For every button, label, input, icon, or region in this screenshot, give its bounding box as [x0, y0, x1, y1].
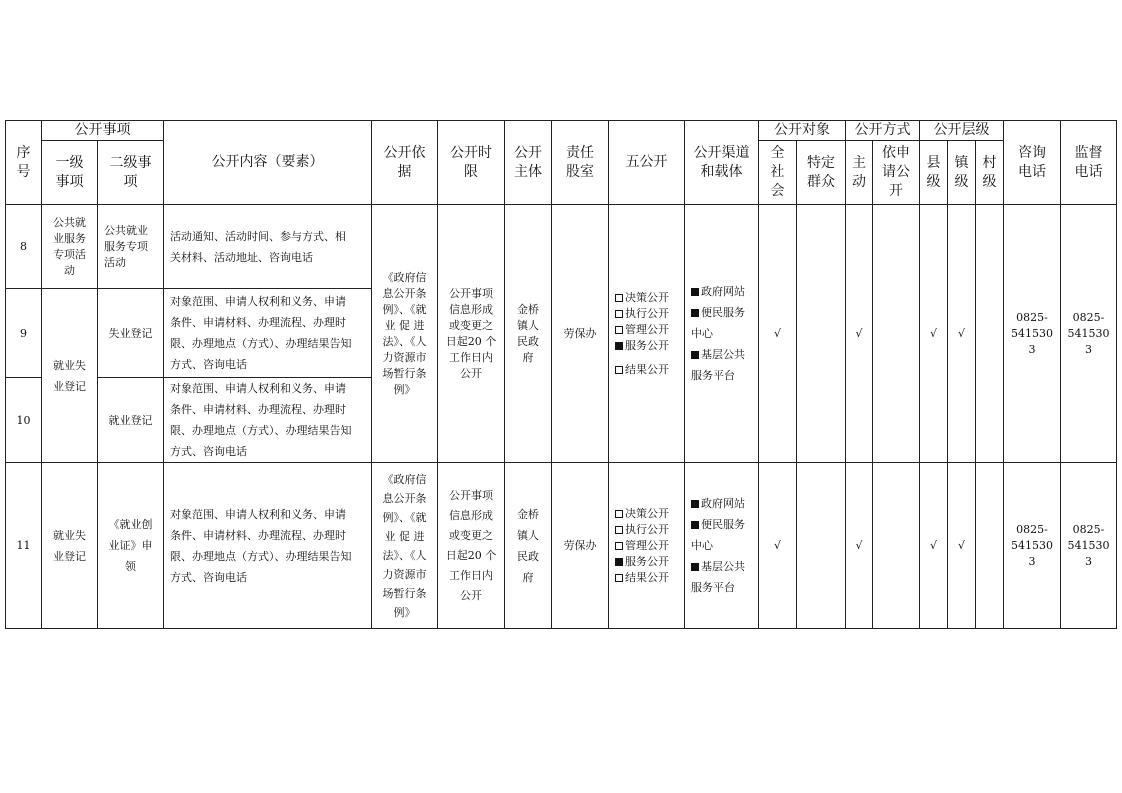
- row-level-county: √: [920, 463, 948, 629]
- row-level1: 公共就 业服务 专项活 动: [42, 205, 98, 289]
- row-method-apply: [873, 463, 920, 629]
- table-row: [6, 463, 1117, 629]
- row-subject: 金桥 镇人 民政 府: [505, 463, 552, 629]
- checkbox-checked-icon: [691, 500, 699, 508]
- header-method-active: 主 动: [846, 141, 873, 205]
- row-consult-phone: 0825- 541530 3: [1004, 463, 1061, 629]
- row-five-public: 决策公开 执行公开 管理公开 服务公开 结果公开: [609, 463, 685, 629]
- row-level-village: [976, 463, 1004, 629]
- row-five-public: 决策公开 执行公开 管理公开 服务公开 结果公开: [609, 205, 685, 463]
- checkbox-icon: [615, 574, 623, 582]
- row-subject: 金桥 镇人 民政 府: [505, 205, 552, 463]
- row-method-active: √: [846, 205, 873, 463]
- checkbox-checked-icon: [691, 309, 699, 317]
- row-basis: 《政府信 息公开条 例》、《就 业 促 进 法》、《人 力资源市 场暂行条 例》: [372, 205, 438, 463]
- table-row: [6, 205, 1117, 289]
- row-time-limit: 公开事项 信息形成 或变更之 日起20 个 工作日内 公开: [438, 205, 505, 463]
- row-consult-phone: 0825- 541530 3: [1004, 205, 1061, 463]
- row-content: 活动通知、活动时间、参与方式、相 关材料、活动地址、咨询电话: [164, 205, 372, 289]
- row-content: 对象范围、申请人权利和义务、申请 条件、申请材料、办理流程、办理时 限、办理地点（方式）、办理结果告知 方式、咨询电话: [164, 378, 372, 463]
- row-level-county: √: [920, 205, 948, 463]
- header-office: 责任 股室: [552, 121, 609, 205]
- header-five-public: 五公开: [609, 121, 685, 205]
- header-basis: 公开依 据: [372, 121, 438, 205]
- row-level1: 就业失 业登记: [42, 463, 98, 629]
- row-seq: 9: [6, 289, 42, 378]
- row-office: 劳保办: [552, 463, 609, 629]
- header-channel: 公开渠道 和载体: [685, 121, 759, 205]
- header-target-specific: 特定 群众: [797, 141, 846, 205]
- checkbox-icon: [615, 542, 623, 550]
- header-group-target: 公开对象: [759, 121, 846, 141]
- checkbox-icon: [615, 310, 623, 318]
- row-target-specific: [797, 205, 846, 463]
- row-seq: 11: [6, 463, 42, 629]
- row-level-village: [976, 205, 1004, 463]
- checkbox-checked-icon: [615, 558, 623, 566]
- header-level-town: 镇 级: [948, 141, 976, 205]
- row-time-limit: 公开事项 信息形成 或变更之 日起20 个 工作日内 公开: [438, 463, 505, 629]
- row-channel: 政府网站 便民服务 中心 基层公共 服务平台: [685, 205, 759, 463]
- row-seq: 10: [6, 378, 42, 463]
- row-target-all: √: [759, 463, 797, 629]
- header-target-all: 全 社 会: [759, 141, 797, 205]
- header-consult-phone: 咨询 电话: [1004, 121, 1061, 205]
- row-office: 劳保办: [552, 205, 609, 463]
- checkbox-checked-icon: [691, 563, 699, 571]
- header-level1: 一级 事项: [42, 141, 98, 205]
- header-level-village: 村 级: [976, 141, 1004, 205]
- header-seq: 序 号: [6, 121, 42, 205]
- row-seq: 8: [6, 205, 42, 289]
- row-level2: 就业登记: [98, 378, 164, 463]
- row-level-town: √: [948, 205, 976, 463]
- row-level2: 失业登记: [98, 289, 164, 378]
- checkbox-icon: [615, 366, 623, 374]
- header-level-county: 县 级: [920, 141, 948, 205]
- checkbox-icon: [615, 526, 623, 534]
- checkbox-icon: [615, 510, 623, 518]
- row-method-active: √: [846, 463, 873, 629]
- checkbox-checked-icon: [691, 288, 699, 296]
- header-group-method: 公开方式: [846, 121, 920, 141]
- header-subject: 公开 主体: [505, 121, 552, 205]
- row-target-specific: [797, 463, 846, 629]
- header-content: 公开内容（要素）: [164, 121, 372, 205]
- header-group-level: 公开层级: [920, 121, 1004, 141]
- disclosure-table: [5, 120, 1117, 629]
- checkbox-icon: [615, 326, 623, 334]
- checkbox-icon: [615, 294, 623, 302]
- row-supervise-phone: 0825- 541530 3: [1061, 205, 1117, 463]
- header-method-apply: 依申 请公 开: [873, 141, 920, 205]
- checkbox-checked-icon: [691, 351, 699, 359]
- row-content: 对象范围、申请人权利和义务、申请 条件、申请材料、办理流程、办理时 限、办理地点（方式）、办理结果告知 方式、咨询电话: [164, 463, 372, 629]
- row-level2: 公共就业 服务专项 活动: [98, 205, 164, 289]
- row-target-all: √: [759, 205, 797, 463]
- row-content: 对象范围、申请人权利和义务、申请 条件、申请材料、办理流程、办理时 限、办理地点（方式）、办理结果告知 方式、咨询电话: [164, 289, 372, 378]
- row-basis: 《政府信 息公开条 例》、《就 业 促 进 法》、《人 力资源市 场暂行条 例》: [372, 463, 438, 629]
- header-group-items: 公开事项: [42, 121, 164, 141]
- header-level2: 二级事 项: [98, 141, 164, 205]
- row-supervise-phone: 0825- 541530 3: [1061, 463, 1117, 629]
- row-level-town: √: [948, 463, 976, 629]
- header-time-limit: 公开时 限: [438, 121, 505, 205]
- row-channel: 政府网站 便民服务 中心 基层公共 服务平台: [685, 463, 759, 629]
- row-method-apply: [873, 205, 920, 463]
- header-supervise-phone: 监督 电话: [1061, 121, 1117, 205]
- checkbox-checked-icon: [691, 521, 699, 529]
- row-level1: 就业失 业登记: [42, 289, 98, 463]
- row-level2: 《就业创 业证》申 领: [98, 463, 164, 629]
- checkbox-checked-icon: [615, 342, 623, 350]
